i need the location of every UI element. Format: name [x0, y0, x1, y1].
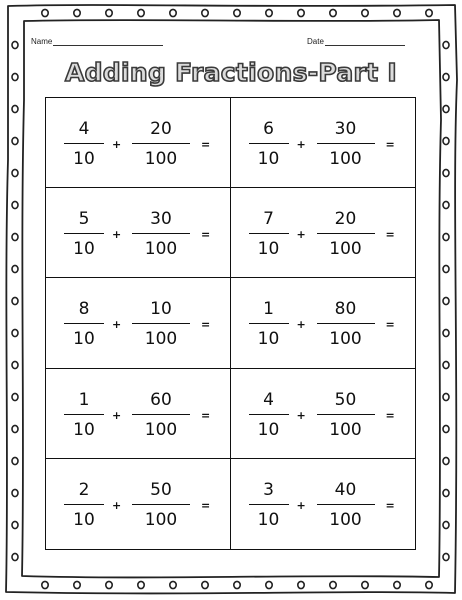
border-circle	[394, 581, 400, 588]
second-fraction	[130, 391, 192, 441]
border-circle	[170, 581, 176, 588]
plus-sign: +	[296, 408, 306, 422]
border-circle	[330, 581, 336, 588]
border-circle	[298, 581, 304, 588]
border-circle	[443, 105, 449, 112]
border-circle	[12, 169, 18, 176]
second-fraction	[315, 120, 377, 170]
border-circle	[443, 169, 449, 176]
first-numerator: 2	[78, 479, 90, 500]
first-fraction	[247, 391, 291, 441]
date-field[interactable]	[307, 37, 405, 46]
first-fraction	[62, 391, 106, 441]
first-denominator: 10	[257, 509, 280, 530]
border-circle	[443, 361, 449, 368]
border-circle	[443, 265, 449, 272]
problem-cell	[46, 459, 231, 549]
plus-sign: +	[112, 228, 122, 242]
border-circle	[106, 9, 112, 16]
second-denominator: 100	[329, 419, 362, 440]
border-circle	[12, 233, 18, 240]
border-circle	[443, 457, 449, 464]
second-numerator: 30	[334, 119, 357, 139]
fraction-bar	[317, 323, 375, 324]
problem-cell	[231, 369, 416, 459]
fraction-bar	[249, 233, 289, 234]
second-fraction	[130, 120, 192, 170]
second-numerator: 40	[334, 479, 357, 500]
second-denominator: 100	[329, 329, 362, 350]
first-denominator: 10	[73, 329, 95, 350]
date-line	[325, 37, 405, 46]
second-fraction	[130, 210, 192, 260]
border-circle	[266, 9, 272, 16]
second-denominator: 100	[144, 419, 178, 440]
border-circle	[12, 521, 18, 528]
first-denominator: 10	[257, 149, 280, 169]
problem-cell	[46, 369, 231, 459]
border-circle	[362, 581, 368, 588]
name-field[interactable]	[31, 37, 163, 46]
first-numerator: 5	[78, 209, 90, 230]
equals-sign: =	[201, 408, 211, 422]
border-circle	[266, 581, 272, 588]
equals-sign: =	[385, 318, 395, 332]
first-numerator: 7	[263, 209, 274, 230]
name-label: Name	[31, 37, 53, 46]
second-fraction	[130, 481, 192, 531]
fraction-bar	[249, 143, 289, 144]
border-circle	[12, 425, 18, 432]
plus-sign: +	[296, 228, 306, 242]
border-circle	[12, 329, 18, 336]
problem-cell	[231, 188, 416, 278]
border-circle	[12, 137, 18, 144]
first-fraction	[247, 120, 291, 170]
second-numerator: 10	[150, 299, 172, 320]
border-circle	[443, 393, 449, 400]
second-fraction	[315, 210, 377, 260]
plus-sign: +	[296, 138, 306, 151]
border-circle	[74, 581, 80, 588]
fraction-bar	[64, 233, 104, 234]
border-circle	[202, 581, 208, 588]
first-numerator: 3	[263, 479, 274, 500]
fraction-bar	[132, 323, 190, 324]
second-denominator: 100	[144, 329, 178, 350]
border-circle	[12, 105, 18, 112]
border-circle	[12, 265, 18, 272]
border-circle	[42, 9, 48, 16]
first-denominator: 10	[257, 419, 280, 440]
border-circle	[234, 9, 240, 16]
name-line	[53, 37, 163, 46]
fraction-bar	[132, 504, 190, 505]
first-denominator: 10	[73, 509, 95, 530]
border-circle	[443, 233, 449, 240]
plus-sign: +	[112, 408, 122, 422]
fraction-bar	[249, 414, 289, 415]
border-circle	[234, 581, 240, 588]
border-circle	[426, 581, 432, 588]
equals-sign: =	[385, 408, 395, 422]
border-circle	[426, 9, 432, 16]
first-denominator: 10	[73, 239, 95, 260]
first-fraction	[62, 120, 106, 170]
fraction-bar	[317, 233, 375, 234]
problem-cell	[46, 188, 231, 278]
border-circle	[443, 329, 449, 336]
second-fraction	[315, 300, 377, 350]
equals-sign: =	[201, 138, 211, 151]
first-numerator: 6	[263, 119, 274, 139]
second-numerator: 50	[334, 389, 357, 410]
fraction-bar	[64, 323, 104, 324]
border-circle	[443, 425, 449, 432]
equals-sign: =	[201, 228, 211, 242]
border-circle	[12, 297, 18, 304]
second-fraction	[315, 391, 377, 441]
border-circle	[138, 581, 144, 588]
fraction-bar	[64, 504, 104, 505]
border-circle	[42, 581, 48, 588]
border-circle	[443, 201, 449, 208]
problem-cell	[231, 98, 416, 188]
second-numerator: 50	[150, 479, 172, 500]
first-fraction	[62, 300, 106, 350]
border-circle	[12, 553, 18, 560]
border-circle	[170, 9, 176, 16]
border-circle	[394, 9, 400, 16]
first-numerator: 4	[78, 119, 90, 139]
second-fraction	[315, 481, 377, 531]
second-fraction	[130, 300, 192, 350]
fraction-bar	[132, 233, 190, 234]
second-numerator: 60	[150, 389, 172, 410]
problem-cell	[231, 278, 416, 368]
second-denominator: 100	[144, 239, 178, 260]
fraction-bar	[249, 323, 289, 324]
equals-sign: =	[385, 228, 395, 242]
second-numerator: 20	[150, 119, 172, 139]
border-circle	[330, 9, 336, 16]
border-circle	[12, 457, 18, 464]
border-circle	[443, 41, 449, 48]
equals-sign: =	[385, 138, 395, 151]
border-circle	[443, 521, 449, 528]
border-circle	[12, 489, 18, 496]
problem-cell	[46, 278, 231, 368]
border-circle	[443, 553, 449, 560]
border-circle	[106, 581, 112, 588]
border-circle	[298, 9, 304, 16]
first-denominator: 10	[73, 419, 95, 440]
first-fraction	[247, 210, 291, 260]
problem-grid	[45, 97, 416, 550]
fraction-bar	[64, 414, 104, 415]
border-circle	[443, 297, 449, 304]
equals-sign: =	[201, 318, 211, 332]
fraction-bar	[317, 504, 375, 505]
plus-sign: +	[112, 138, 122, 151]
border-circle	[202, 9, 208, 16]
equals-sign: =	[201, 498, 211, 512]
second-denominator: 100	[144, 509, 178, 530]
plus-sign: +	[296, 498, 306, 512]
border-circle	[362, 9, 368, 16]
fraction-bar	[249, 504, 289, 505]
first-numerator: 4	[263, 389, 274, 410]
border-circle	[138, 9, 144, 16]
fraction-bar	[317, 143, 375, 144]
first-numerator: 8	[78, 299, 90, 320]
first-fraction	[247, 300, 291, 350]
first-denominator: 10	[73, 149, 95, 169]
first-denominator: 10	[257, 329, 280, 350]
second-denominator: 100	[144, 149, 178, 169]
second-denominator: 100	[329, 509, 362, 530]
border-circle	[12, 393, 18, 400]
plus-sign: +	[112, 318, 122, 332]
second-denominator: 100	[329, 239, 362, 260]
first-denominator: 10	[257, 239, 280, 260]
border-circle	[74, 9, 80, 16]
border-circle	[443, 137, 449, 144]
problem-cell	[231, 459, 416, 549]
first-numerator: 1	[78, 389, 90, 410]
fraction-bar	[317, 414, 375, 415]
first-numerator: 1	[263, 299, 274, 320]
second-numerator: 20	[334, 209, 357, 230]
fraction-bar	[64, 143, 104, 144]
fraction-bar	[132, 143, 190, 144]
equals-sign: =	[385, 498, 395, 512]
second-denominator: 100	[329, 149, 362, 169]
first-fraction	[247, 481, 291, 531]
border-circle	[443, 489, 449, 496]
fraction-bar	[132, 414, 190, 415]
problem-cell	[46, 98, 231, 188]
first-fraction	[62, 481, 106, 531]
plus-sign: +	[112, 498, 122, 512]
border-circle	[12, 361, 18, 368]
first-fraction	[62, 210, 106, 260]
second-numerator: 30	[150, 209, 172, 230]
date-label: Date	[307, 37, 324, 46]
worksheet-title: Adding Fractions-Part I	[64, 58, 398, 87]
border-circle	[12, 41, 18, 48]
border-circle	[12, 201, 18, 208]
second-numerator: 80	[334, 299, 357, 320]
plus-sign: +	[296, 318, 306, 332]
